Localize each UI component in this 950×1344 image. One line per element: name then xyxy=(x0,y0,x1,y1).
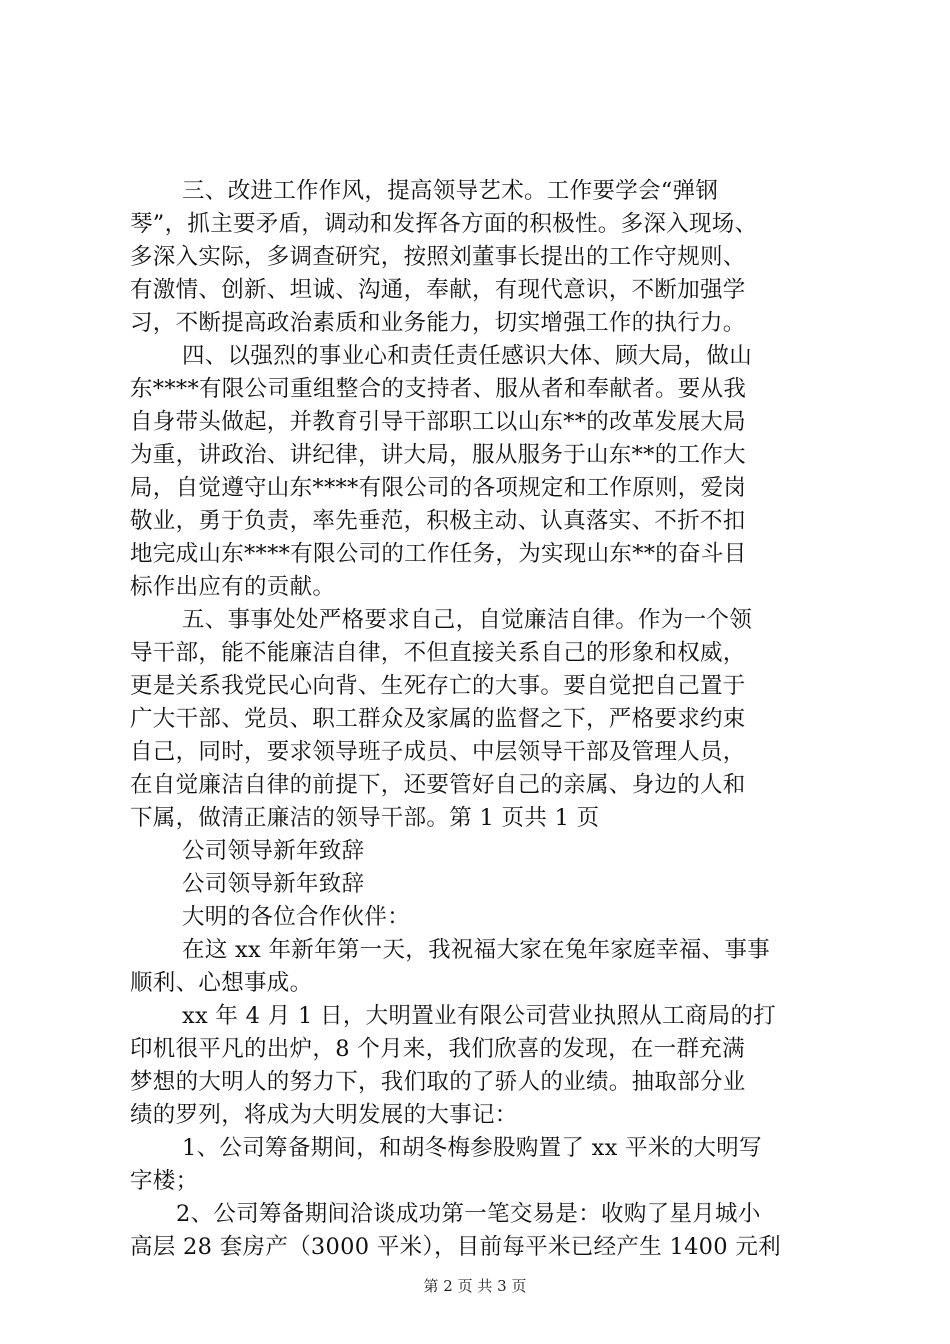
text-line: 印机很平凡的出炉，8 个月来，我们欣喜的发现，在一群充满 xyxy=(130,1036,745,1062)
text-line: xx 年 4 月 1 日，大明置业有限公司营业执照从工商局的打 xyxy=(182,1003,777,1029)
text-line: 多深入实际，多调查研究，按照刘董事长提出的工作守规则、 xyxy=(130,244,746,270)
text-line: 自己，同时，要求领导班子成员、中层领导干部及管理人员， xyxy=(130,739,746,765)
document-title: 公司领导新年致辞 xyxy=(182,838,365,864)
text-line: 三、改进工作作风，提高领导艺术。工作要学会“弹钢 xyxy=(182,178,719,204)
text-line: 琴”，抓主要矛盾，调动和发挥各方面的积极性。多深入现场、 xyxy=(130,211,758,237)
text-line: 在这 xx 年新年第一天，我祝福大家在兔年家庭幸福、事事 xyxy=(182,937,771,963)
page-number-footer: 第 2 页 共 3 页 xyxy=(423,1277,527,1295)
text-line: 更是关系我党民心向背、生死存亡的大事。要自觉把自己置于 xyxy=(130,673,746,699)
text-line: 四、以强烈的事业心和责任责任感识大体、顾大局，做山 xyxy=(182,343,753,369)
text-line: 顺利、心想事成。 xyxy=(130,970,313,996)
text-line: 1、公司筹备期间，和胡冬梅参股购置了 xx 平米的大明写 xyxy=(182,1135,762,1161)
text-line: 绩的罗列，将成为大明发展的大事记： xyxy=(130,1102,518,1128)
text-line: 局，自觉遵守山东****有限公司的各项规定和工作原则，爱岗 xyxy=(130,475,747,501)
text-line: 梦想的大明人的努力下，我们取的了骄人的业绩。抽取部分业 xyxy=(130,1069,746,1095)
text-line: 在自觉廉洁自律的前提下，还要管好自己的亲属、身边的人和 xyxy=(130,772,746,798)
text-line: 习，不断提高政治素质和业务能力，切实增强工作的执行力。 xyxy=(130,310,746,336)
text-line: 标作出应有的贡献。 xyxy=(130,574,336,600)
text-line: 自身带头做起，并教育引导干部职工以山东**的改革发展大局 xyxy=(130,409,746,435)
text-line: 导干部，能不能廉洁自律，不但直接关系自己的形象和权威， xyxy=(130,640,746,666)
text-line: 2、公司筹备期间洽谈成功第一笔交易是：收购了星月城小 xyxy=(176,1201,761,1227)
text-line: 为重，讲政治、讲纪律，讲大局，服从服务于山东**的工作大 xyxy=(130,442,746,468)
text-line: 五、事事处处严格要求自己，自觉廉洁自律。作为一个领 xyxy=(182,607,753,633)
text-line: 地完成山东****有限公司的工作任务，为实现山东**的奋斗目 xyxy=(130,541,747,567)
text-line: 敬业，勇于负责，率先垂范，积极主动、认真落实、不折不扣 xyxy=(130,508,746,534)
text-line: 东****有限公司重组整合的支持者、服从者和奉献者。要从我 xyxy=(130,376,747,402)
salutation: 大明的各位合作伙伴： xyxy=(182,904,411,930)
text-line: 高层 28 套房产（3000 平米），目前每平米已经产生 1400 元利 xyxy=(130,1234,781,1260)
document-title: 公司领导新年致辞 xyxy=(182,871,365,897)
text-line: 字楼； xyxy=(130,1168,199,1194)
text-line: 下属，做清正廉洁的领导干部。第 1 页共 1 页 xyxy=(130,805,600,831)
text-line: 有激情、创新、坦诚、沟通，奉献，有现代意识，不断加强学 xyxy=(130,277,746,303)
text-line: 广大干部、党员、职工群众及家属的监督之下，严格要求约束 xyxy=(130,706,746,732)
